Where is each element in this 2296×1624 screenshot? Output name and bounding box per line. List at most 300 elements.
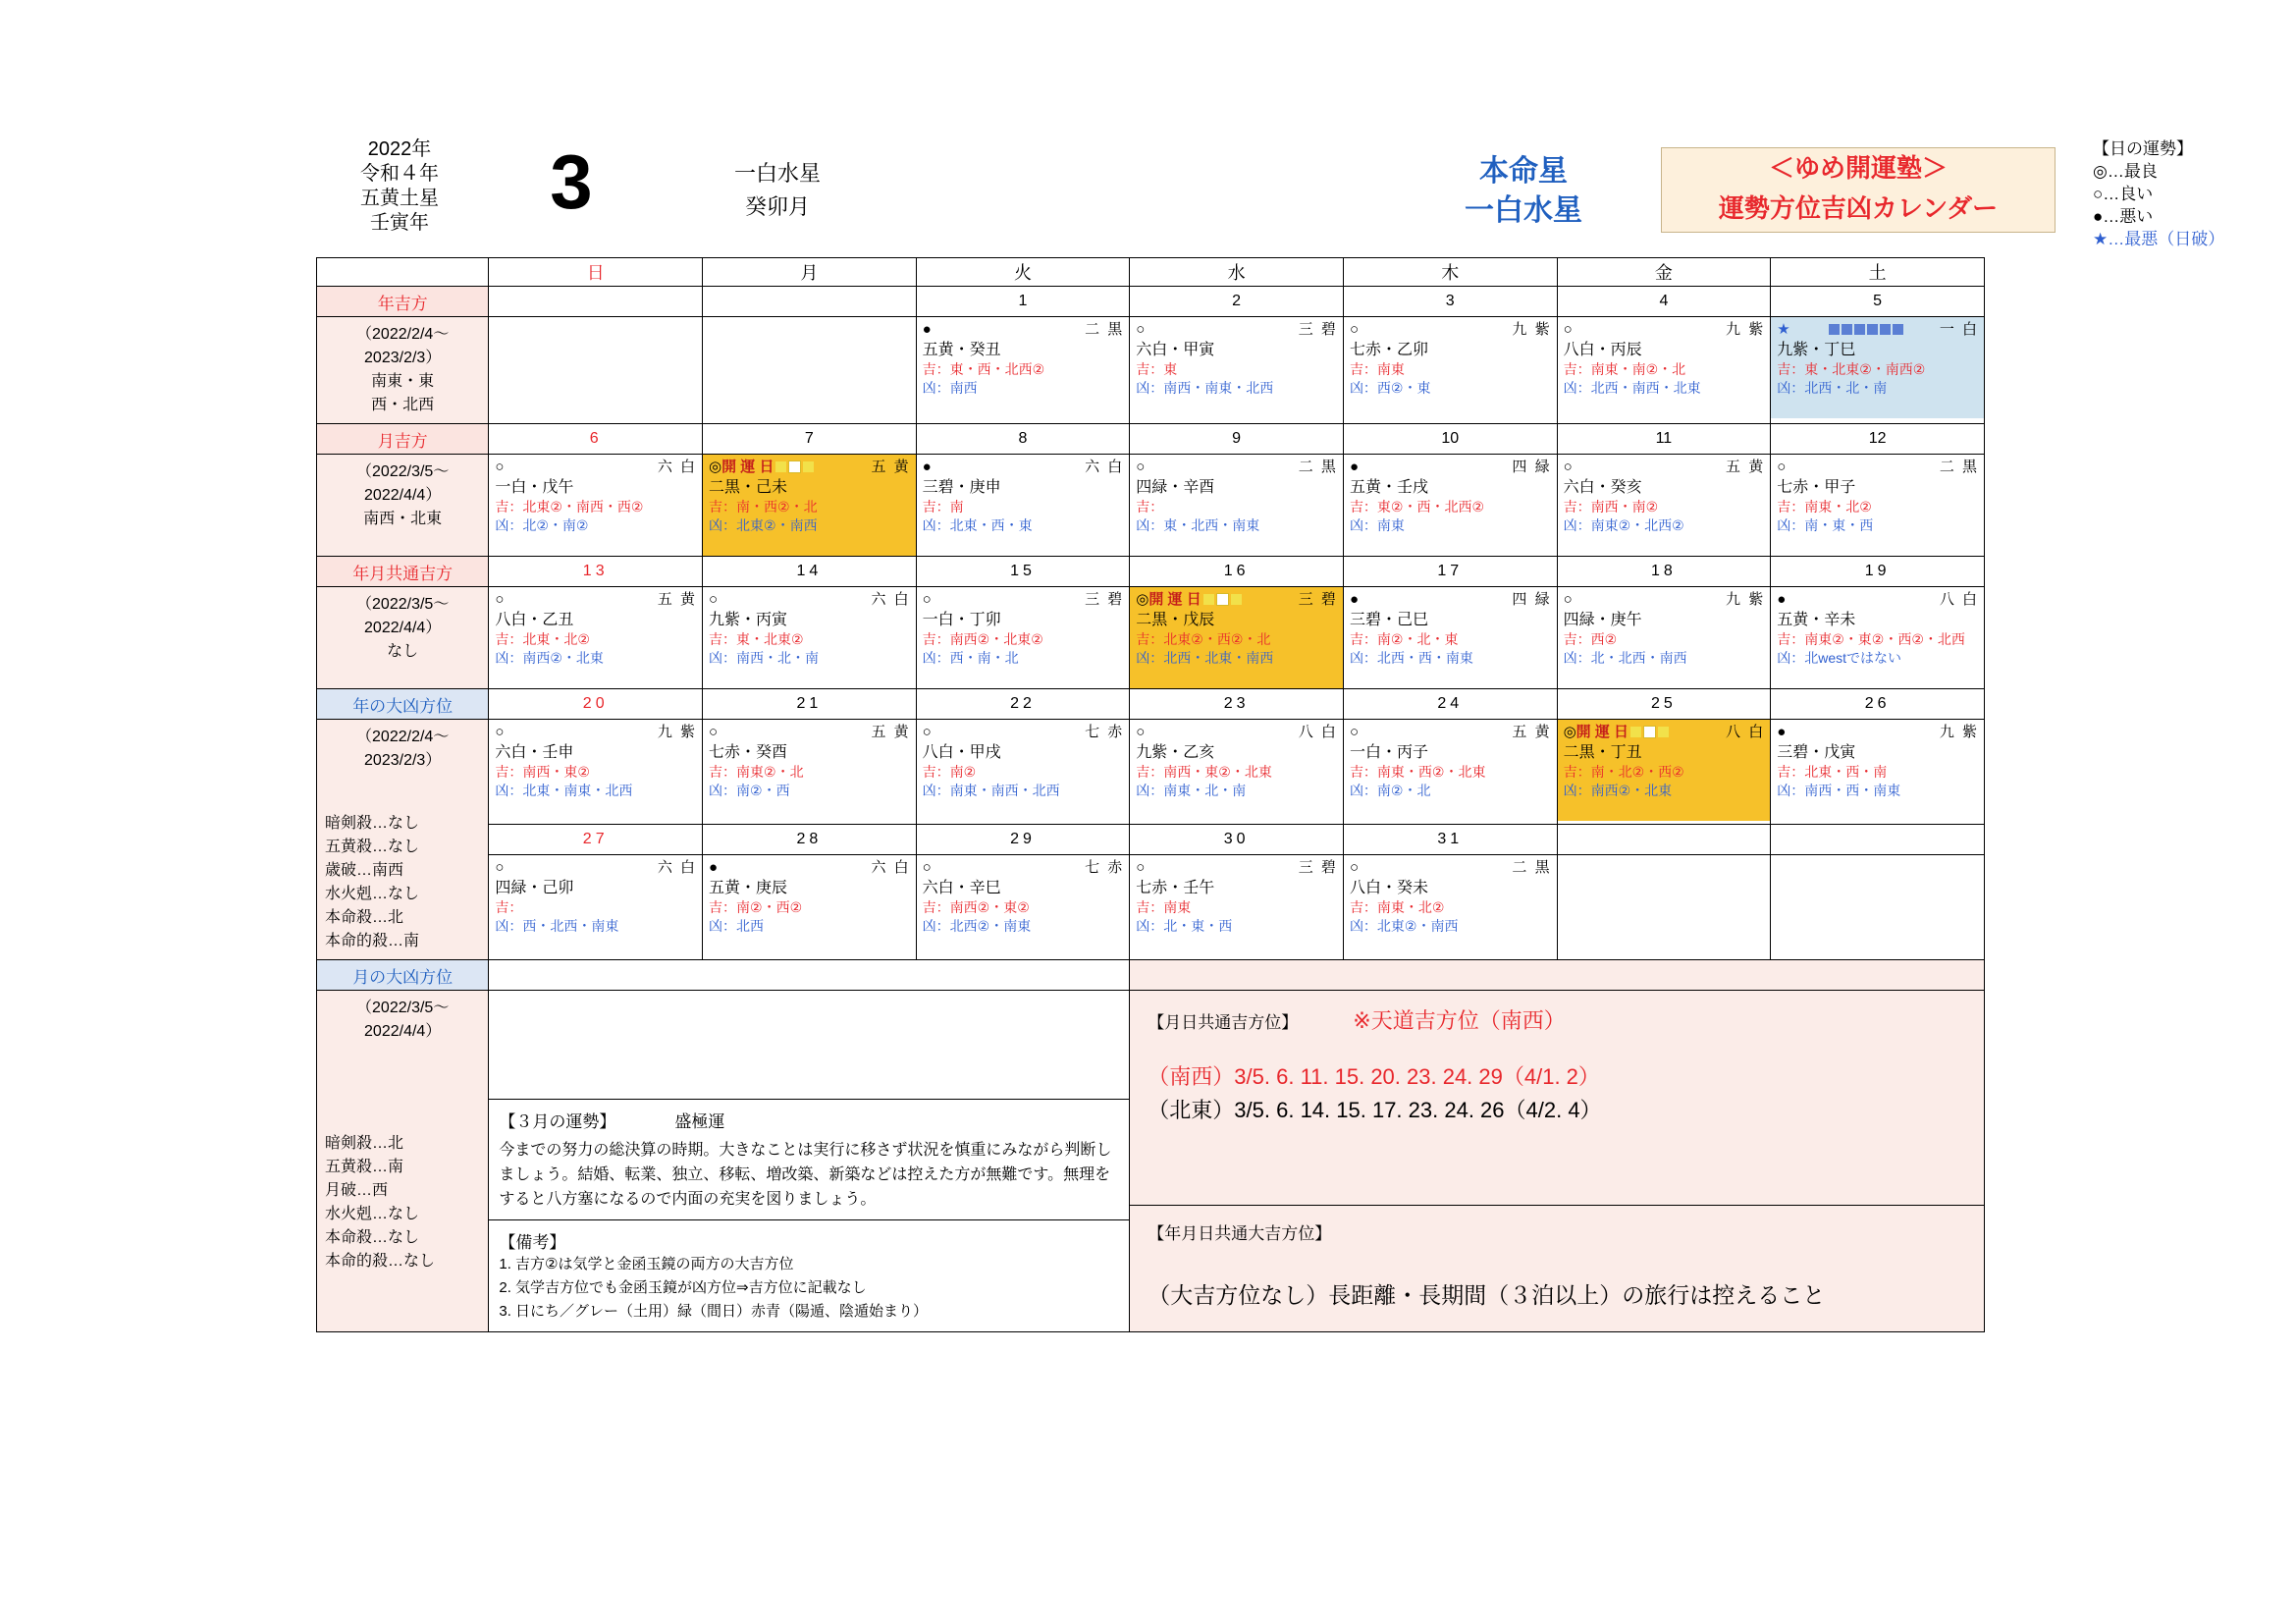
nippa-squares — [1827, 320, 1903, 339]
day-mark: ● — [1349, 459, 1359, 475]
bikou-title: 【備考】 — [499, 1233, 566, 1252]
day-number: 3 — [1445, 293, 1455, 309]
day-kichi: 吉：東・北東②・南西② — [1777, 361, 1926, 377]
day-kyusei: 四 緑 — [1512, 459, 1552, 475]
day-kichi: 吉：南東・北② — [1349, 899, 1445, 916]
day-number: 19 — [1864, 563, 1891, 579]
page-header — [316, 137, 2225, 250]
day-eto: 五黄・辛未 — [1777, 612, 1856, 628]
day-kyusei: 三 碧 — [1298, 859, 1338, 877]
day-eto: 八白・癸未 — [1349, 880, 1428, 897]
month-star: 一白水星 — [733, 161, 821, 186]
honmei-label: 本命星 — [1479, 155, 1568, 188]
day-kyusei: 六 白 — [1085, 459, 1125, 475]
day-number — [1558, 825, 1771, 854]
day-kyou: 凶：北東②・南西 — [1349, 918, 1459, 935]
day-mark: ○ — [709, 724, 719, 740]
day-number: 10 — [1441, 430, 1460, 447]
day-eto: 二黒・己未 — [709, 479, 788, 496]
title-line-1: ＜ゆめ開運塾＞ — [1768, 153, 1948, 183]
day-eto: 六白・壬申 — [495, 744, 574, 761]
day-cell[interactable] — [1771, 587, 1985, 689]
day-eto: 五黄・壬戌 — [1349, 479, 1428, 496]
day-number: 31 — [1437, 830, 1464, 847]
legend-item-worst: ★…最悪（日破） — [2093, 230, 2225, 248]
day-cell[interactable] — [489, 720, 703, 825]
day-kichi: 吉：南西・東②・北東 — [1136, 764, 1272, 780]
day-kichi: 吉：南②・北・東 — [1349, 631, 1459, 647]
year-line-1: 2022年 — [367, 138, 432, 160]
day-kyusei: 五 黄 — [871, 724, 911, 740]
day-kichi: 吉：東・西・北西② — [922, 361, 1045, 377]
day-eto: 二黒・戊辰 — [1136, 612, 1215, 628]
week-3-content-row — [317, 587, 1985, 689]
day-kichi: 吉： — [1136, 499, 1164, 514]
day-cell[interactable] — [703, 317, 917, 424]
day-kyusei: 三 碧 — [1085, 591, 1125, 608]
month-pillar: 癸卯月 — [744, 194, 810, 219]
day-kyusei: 八 白 — [1726, 724, 1766, 740]
day-mark: ● — [1777, 591, 1787, 608]
day-number: 20 — [582, 695, 609, 712]
day-kyou: 凶：北東・南東・北西 — [495, 783, 633, 798]
day-kichi: 吉：北東・北② — [495, 631, 590, 647]
day-cell[interactable] — [1130, 720, 1344, 825]
honmei-block — [1406, 152, 1641, 231]
day-number — [703, 287, 916, 316]
honmei-value: 一白水星 — [1465, 194, 1582, 227]
day-kyusei: 三 碧 — [1298, 591, 1338, 608]
day-cell[interactable] — [1343, 317, 1557, 424]
day-kyusei: 二 黒 — [1939, 459, 1979, 475]
week-1-number-row — [317, 287, 1985, 317]
day-kichi: 吉：南東・西②・北東 — [1349, 764, 1486, 780]
title-box — [1661, 147, 2056, 233]
day-mark: ★ — [1777, 321, 1790, 338]
side-body-year-kyou: （2022/2/4～ 2023/2/3） 暗剣殺…なし 五黄殺…なし 歳破…南西 水火剋…なし 本命殺…北 本命的殺…南 — [317, 720, 489, 960]
day-number — [489, 287, 702, 316]
day-cell[interactable] — [1130, 317, 1344, 424]
side-body-month-kyou: （2022/3/5～ 2022/4/4） 暗剣殺…北 五黄殺…南 月破…西 水火剋…なし 本命殺…なし 本命的殺…なし — [317, 991, 489, 1332]
day-number: 13 — [582, 563, 609, 579]
day-kichi: 吉：南・北②・西② — [1563, 764, 1684, 780]
day-kyou: 凶：南②・西 — [709, 783, 790, 798]
day-kyou: 凶：西・南・北 — [922, 650, 1019, 666]
day-kichi: 吉：東 — [1136, 361, 1178, 377]
day-cell[interactable] — [1130, 855, 1344, 960]
day-cell[interactable] — [703, 855, 917, 960]
day-kyusei: 七 赤 — [1085, 859, 1125, 877]
day-kichi: 吉：北東②・西②・北 — [1136, 631, 1271, 647]
day-eto: 八白・甲戌 — [922, 744, 1001, 761]
dow-wed: 水 — [1130, 258, 1344, 287]
day-kyou: 凶：北西・南西・北東 — [1563, 380, 1701, 396]
kaiun-label: 開 運 日 — [1575, 724, 1629, 740]
day-mark: ○ — [1349, 724, 1359, 740]
dow-tue: 火 — [916, 258, 1130, 287]
day-kyou: 凶：南西・西・南東 — [1777, 783, 1901, 798]
day-kyusei: 九 紫 — [1726, 591, 1766, 608]
day-number: 24 — [1437, 695, 1464, 712]
day-kyou: 凶：南・東・西 — [1777, 517, 1874, 533]
day-kyusei: 五 黄 — [871, 459, 911, 475]
monthly-fortune-body: 今までの努力の総決算の時期。大きなことは実行に移さず状況を慎重にみながら判断しましょう。結婚、転業、独立、移転、増改築、新築などは控えた方が無難です。無理をすると八方塞になるので内面の充実を図りましょう。 — [499, 1142, 1112, 1208]
week-4-number-row — [317, 689, 1985, 720]
side-body-month-kichi: （2022/3/5～ 2022/4/4） 南西・北東 — [317, 455, 489, 557]
blank-area — [489, 991, 1129, 1100]
day-kichi: 吉：東②・西・北西② — [1349, 499, 1485, 514]
common-kichi-box — [1130, 991, 1984, 1206]
day-number: 17 — [1437, 563, 1464, 579]
corner-cell — [317, 258, 489, 287]
day-kyou: 凶：南②・北 — [1349, 783, 1431, 798]
day-cell[interactable] — [489, 855, 703, 960]
day-mark: ○ — [495, 724, 505, 740]
year-line-4: 壬寅年 — [370, 212, 429, 234]
day-kyusei: 二 黒 — [1085, 321, 1125, 338]
day-cell[interactable] — [1343, 720, 1557, 825]
bikou-line-1: 1. 吉方②は気学と金函玉鏡の両方の大吉方位 — [499, 1256, 794, 1272]
day-kyou: 凶：北・東・西 — [1136, 918, 1233, 935]
day-kyusei: 九 紫 — [657, 724, 698, 740]
day-kichi: 吉：南 — [922, 499, 964, 514]
monthly-fortune-sub: 盛極運 — [674, 1112, 725, 1131]
monthly-fortune-title: 【３月の運勢】 — [499, 1112, 616, 1131]
month-number: 3 — [550, 138, 593, 225]
day-eto: 九紫・丁巳 — [1777, 342, 1856, 358]
dow-sat: 土 — [1771, 258, 1985, 287]
day-kyou: 凶：北西・北東・南西 — [1136, 650, 1274, 666]
day-cell[interactable] — [703, 587, 917, 689]
side-label-year-kyou: 年の大凶方位 — [317, 689, 489, 720]
day-number: 30 — [1223, 830, 1250, 847]
day-kyou: 凶：北西・北・南 — [1777, 380, 1888, 396]
side-label-year-kichi: 年吉方 — [317, 287, 489, 317]
day-mark: ○ — [1349, 321, 1359, 338]
day-kyou: 凶：北②・南② — [495, 517, 589, 533]
day-eto: 四緑・辛酉 — [1136, 479, 1215, 496]
spacer-left — [489, 960, 1130, 991]
day-cell[interactable] — [703, 455, 917, 557]
day-kichi: 吉：南・西②・北 — [709, 499, 818, 514]
day-cell[interactable] — [1130, 455, 1344, 557]
day-kyou: 凶：南西・南東・北西 — [1136, 380, 1274, 396]
day-mark: ○ — [1563, 591, 1573, 608]
day-number: 27 — [582, 830, 609, 847]
day-kyusei: 二 黒 — [1298, 459, 1338, 475]
day-number: 22 — [1010, 695, 1036, 712]
week-5-number-row — [317, 824, 1985, 855]
day-kyou: 凶：北西・西・南東 — [1349, 650, 1473, 666]
day-mark: ○ — [1136, 459, 1146, 475]
day-number: 8 — [1018, 430, 1028, 447]
week-3-number-row — [317, 557, 1985, 587]
day-mark: ○ — [1136, 859, 1146, 877]
week-2-content-row — [317, 455, 1985, 557]
side-label-month-kyou: 月の大凶方位 — [317, 960, 489, 991]
day-kyou: 凶：南東・南西・北西 — [922, 783, 1060, 798]
day-kichi: 吉：南東②・東②・西②・北西 — [1777, 631, 1965, 647]
left-bottom-block — [489, 991, 1130, 1332]
common-kichi-southwest: （南西）3/5. 6. 11. 15. 20. 23. 24. 29（4/1. 2） — [1148, 1064, 1600, 1089]
day-kyou: 凶：南東②・北西② — [1563, 517, 1684, 533]
day-kichi: 吉：南東・北② — [1777, 499, 1872, 514]
day-cell[interactable] — [489, 317, 703, 424]
daikichi-title: 【年月日共通大吉方位】 — [1148, 1224, 1332, 1243]
spacer-right — [1130, 960, 1985, 991]
day-kichi: 吉：北東②・南西・西② — [495, 499, 644, 514]
day-mark: ○ — [495, 459, 505, 475]
day-cell[interactable] — [1557, 720, 1771, 825]
day-kichi: 吉：南東②・北 — [709, 764, 804, 780]
month-kyou-label-row — [317, 960, 1985, 991]
legend-item-good: ○…良い — [2093, 185, 2154, 203]
daikichi-box — [1130, 1206, 1984, 1325]
day-number: 11 — [1655, 430, 1673, 447]
day-kyusei: 五 黄 — [1512, 724, 1552, 740]
day-eto: 六白・癸亥 — [1563, 479, 1642, 496]
day-number: 4 — [1659, 293, 1669, 309]
day-number: 29 — [1010, 830, 1036, 847]
side-body-year-month-common: （2022/3/5～ 2022/4/4） なし — [317, 587, 489, 689]
day-cell[interactable] — [1343, 855, 1557, 960]
dow-fri: 金 — [1557, 258, 1771, 287]
legend-title: 【日の運勢】 — [2093, 139, 2193, 158]
day-kichi: 吉：南西②・東② — [922, 899, 1030, 916]
day-mark: ○ — [1777, 459, 1787, 475]
day-cell[interactable] — [1343, 455, 1557, 557]
day-kyusei: 六 白 — [657, 859, 698, 877]
day-eto: 六白・甲寅 — [1136, 342, 1215, 358]
day-cell[interactable] — [489, 587, 703, 689]
day-number: 5 — [1873, 293, 1883, 309]
legend-item-best: ◎…最良 — [2093, 162, 2158, 181]
day-kyou: 凶：南西・北・南 — [709, 650, 820, 666]
day-eto: 二黒・丁丑 — [1563, 744, 1642, 761]
day-kyou: 凶：北westではない — [1777, 650, 1902, 666]
day-mark: ◎ — [1136, 591, 1149, 608]
day-eto: 七赤・壬午 — [1136, 880, 1215, 897]
day-cell[interactable] — [1557, 317, 1771, 424]
week-5-content-row — [317, 855, 1985, 960]
day-number: 12 — [1868, 430, 1887, 447]
day-kyusei: 二 黒 — [1512, 859, 1552, 877]
side-label-month-kichi: 月吉方 — [317, 424, 489, 455]
day-kyusei: 五 黄 — [1726, 459, 1766, 475]
day-kyou: 凶：北東②・南西 — [709, 517, 818, 533]
tendou-kichi: ※天道吉方位（南西） — [1353, 1008, 1566, 1033]
day-eto: 四緑・己卯 — [495, 880, 574, 897]
day-kichi: 吉：南西・南② — [1563, 499, 1659, 514]
dow-mon: 月 — [703, 258, 917, 287]
dow-sun: 日 — [489, 258, 703, 287]
day-number: 16 — [1223, 563, 1250, 579]
monthly-fortune-box — [489, 1100, 1129, 1220]
day-eto: 五黄・庚辰 — [709, 880, 788, 897]
day-kyou: 凶：北東・西・東 — [922, 517, 1033, 533]
day-mark: ○ — [1349, 859, 1359, 877]
day-mark: ● — [922, 321, 932, 338]
side-label-year-month-common: 年月共通吉方 — [317, 557, 489, 587]
day-cell[interactable] — [1771, 855, 1985, 960]
day-eto: 七赤・癸酉 — [709, 744, 788, 761]
day-cell[interactable] — [916, 587, 1130, 689]
day-kichi: 吉：南東 — [1349, 361, 1405, 377]
day-kyusei: 九 紫 — [1939, 724, 1979, 740]
calendar-table — [316, 257, 1985, 1332]
day-cell[interactable] — [1557, 587, 1771, 689]
day-eto: 七赤・甲子 — [1777, 479, 1856, 496]
day-mark: ○ — [709, 591, 719, 608]
day-kichi: 吉： — [495, 899, 523, 916]
day-eto: 八白・乙丑 — [495, 612, 574, 628]
day-number: 23 — [1223, 695, 1250, 712]
day-cell[interactable] — [1343, 587, 1557, 689]
day-number: 25 — [1651, 695, 1677, 712]
day-kichi: 吉：北東・西・南 — [1777, 764, 1888, 780]
day-kyou: 凶：南西②・北東 — [1563, 783, 1673, 798]
day-kyusei: 六 白 — [871, 591, 911, 608]
day-kyou: 凶：南東 — [1349, 517, 1405, 533]
kaiun-label: 開 運 日 — [1148, 591, 1201, 608]
day-mark: ○ — [495, 859, 505, 877]
day-cell[interactable] — [916, 720, 1130, 825]
common-kichi-title: 【月日共通吉方位】 — [1148, 1013, 1299, 1032]
day-mark: ○ — [922, 591, 932, 608]
bikou-line-3: 3. 日にち／グレー（土用）緑（間日）赤青（陽遁、陰遁始まり） — [499, 1303, 929, 1320]
day-kyou: 凶：北西 — [709, 918, 765, 935]
day-kyusei: 九 紫 — [1726, 321, 1766, 338]
day-mark: ◎ — [709, 459, 722, 475]
day-cell[interactable] — [1771, 720, 1985, 825]
day-cell[interactable] — [1130, 587, 1344, 689]
day-number: 9 — [1232, 430, 1242, 447]
day-kichi: 吉：南東・南②・北 — [1563, 361, 1686, 377]
day-cell[interactable] — [1557, 455, 1771, 557]
day-mark: ○ — [922, 724, 932, 740]
side-body-year-kichi: （2022/2/4～ 2023/2/3） 南東・東 西・北西 — [317, 317, 489, 424]
day-kichi: 吉：南西・東② — [495, 764, 590, 780]
day-number: 2 — [1232, 293, 1242, 309]
week-1-content-row — [317, 317, 1985, 424]
day-kichi: 吉：南② — [922, 764, 977, 780]
day-number: 6 — [589, 430, 602, 447]
day-mark: ● — [709, 859, 719, 877]
day-cell[interactable] — [1771, 317, 1985, 424]
day-kyou: 凶：北・北西・南西 — [1563, 650, 1687, 666]
bottom-row — [317, 991, 1985, 1332]
day-kichi: 吉：南②・西② — [709, 899, 803, 916]
day-kyou: 凶：北西②・南東 — [922, 918, 1032, 935]
day-kyou: 凶：西②・東 — [1349, 380, 1431, 396]
day-eto: 六白・辛巳 — [922, 880, 1001, 897]
day-cell[interactable] — [916, 855, 1130, 960]
day-kichi: 吉：南東 — [1136, 899, 1192, 916]
day-eto: 一白・戊午 — [495, 479, 574, 496]
legend-item-bad: ●…悪い — [2093, 207, 2154, 226]
day-eto: 一白・丙子 — [1349, 744, 1428, 761]
day-kyusei: 四 緑 — [1512, 591, 1552, 608]
day-mark: ○ — [1136, 724, 1146, 740]
day-cell[interactable] — [1557, 855, 1771, 960]
day-kichi: 吉：東・北東② — [709, 631, 804, 647]
day-kyusei: 六 白 — [871, 859, 911, 877]
day-number: 1 — [1018, 293, 1028, 309]
day-number: 26 — [1864, 695, 1891, 712]
legend — [2093, 137, 2296, 250]
daikichi-text: （大吉方位なし）長距離・長期間（３泊以上）の旅行は控えること — [1148, 1282, 1826, 1308]
day-kyou: 凶：南西②・北東 — [495, 650, 604, 666]
day-eto: 七赤・乙卯 — [1349, 342, 1428, 358]
day-kyusei: 五 黄 — [657, 591, 698, 608]
kaiun-label: 開 運 日 — [721, 459, 774, 475]
day-mark: ● — [1777, 724, 1787, 740]
dow-thu: 木 — [1343, 258, 1557, 287]
day-cell[interactable] — [703, 720, 917, 825]
day-mark: ● — [922, 459, 932, 475]
day-kichi: 吉：西② — [1563, 631, 1618, 647]
day-kyou: 凶：西・北西・南東 — [495, 918, 619, 935]
bikou-line-2: 2. 気学吉方位でも金函玉鏡が凶方位⇒吉方位に記載なし — [499, 1279, 867, 1296]
day-cell[interactable] — [489, 455, 703, 557]
day-cell[interactable] — [916, 317, 1130, 424]
day-mark: ● — [1349, 591, 1359, 608]
year-block — [316, 137, 483, 236]
right-bottom-block — [1130, 991, 1985, 1332]
day-eto: 三碧・庚申 — [922, 479, 1001, 496]
week-2-number-row — [317, 424, 1985, 455]
day-number: 28 — [796, 830, 823, 847]
day-kyusei: 八 白 — [1939, 591, 1979, 608]
day-eto: 一白・丁卯 — [922, 612, 1001, 628]
bikou-box — [489, 1220, 1129, 1332]
day-number: 21 — [796, 695, 823, 712]
day-mark: ○ — [1136, 321, 1146, 338]
title-line-2: 運勢方位吉凶カレンダー — [1718, 193, 1999, 223]
day-kyou: 凶：南西 — [922, 380, 978, 396]
day-number: 14 — [796, 563, 823, 579]
day-mark: ◎ — [1563, 724, 1576, 740]
day-number: 18 — [1651, 563, 1677, 579]
day-eto: 五黄・癸丑 — [922, 342, 1001, 358]
day-kyusei: 六 白 — [657, 459, 698, 475]
day-number: 15 — [1010, 563, 1036, 579]
dow-row — [317, 258, 1985, 287]
week-4-content-row — [317, 720, 1985, 825]
day-eto: 三碧・戊寅 — [1777, 744, 1856, 761]
day-eto: 九紫・丙寅 — [709, 612, 788, 628]
day-eto: 九紫・乙亥 — [1136, 744, 1215, 761]
day-cell[interactable] — [916, 455, 1130, 557]
day-mark: ○ — [1563, 321, 1573, 338]
day-kyou: 凶：南東・北・南 — [1136, 783, 1247, 798]
month-star-block — [655, 157, 900, 224]
day-mark: ○ — [1563, 459, 1573, 475]
day-cell[interactable] — [1771, 455, 1985, 557]
day-number — [1771, 825, 1984, 854]
day-kichi: 吉：南西②・北東② — [922, 631, 1043, 647]
day-kyusei: 八 白 — [1298, 724, 1338, 740]
day-number: 7 — [804, 430, 814, 447]
day-kyou: 凶：東・北西・南東 — [1136, 517, 1260, 533]
day-eto: 八白・丙辰 — [1563, 342, 1642, 358]
day-kyusei: 九 紫 — [1512, 321, 1552, 338]
year-line-2: 令和４年 — [360, 163, 439, 185]
day-kyusei: 一 白 — [1939, 321, 1979, 338]
day-eto: 三碧・己巳 — [1349, 612, 1428, 628]
year-line-3: 五黄土星 — [360, 188, 439, 209]
day-kyusei: 七 赤 — [1085, 724, 1125, 740]
